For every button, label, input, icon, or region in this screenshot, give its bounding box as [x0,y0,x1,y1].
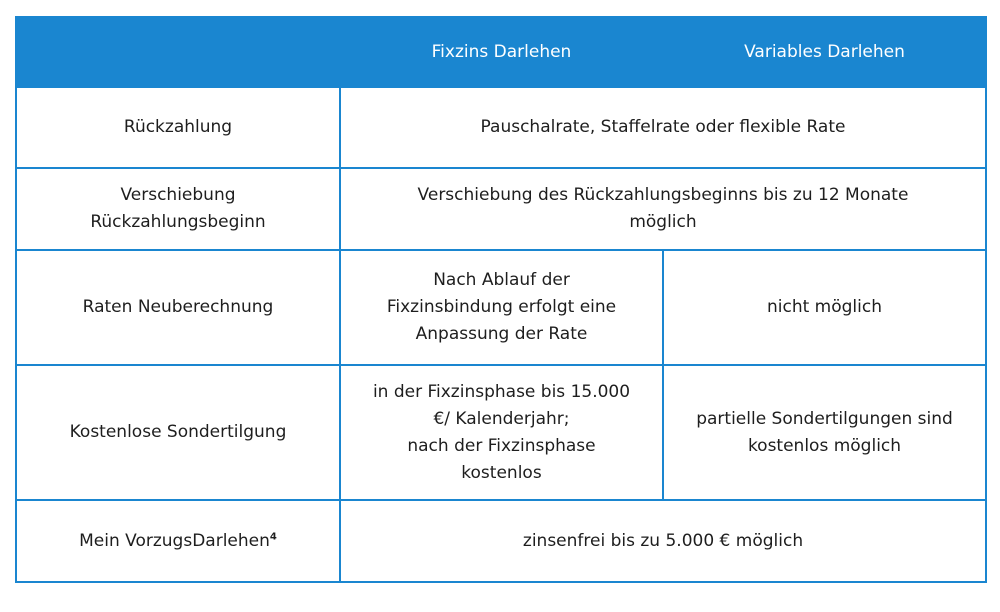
label-line: Rückzahlungsbeginn [90,212,266,232]
table-row [16,87,986,168]
table-row [16,250,986,365]
value-rueckzahlung: Pauschalrate, Staffelrate oder flexible Rate [340,87,986,168]
row-label-vorzugsdarlehen [16,500,340,582]
value-line: Nach Ablauf der [433,270,570,290]
header-fixzins-darlehen: Fixzins Darlehen [340,17,663,87]
row-label-rueckzahlung: Rückzahlung [16,87,340,168]
value-line: €/ Kalenderjahr; [433,408,570,429]
value-line: partielle Sondertilgungen sind [696,408,953,429]
footnote-marker: 4 [269,530,277,542]
comparison-table [15,16,987,583]
row-label-sondertilgung: Kostenlose Sondertilgung [16,365,340,500]
table-header [16,17,986,87]
value-line: Verschiebung des Rückzahlungsbeginns bis zu 12 Monate [417,185,909,205]
header-empty-cell [16,17,340,87]
value-raten-variabel: nicht möglich [663,250,986,365]
value-raten-fixzins [340,250,663,365]
row-label-verschiebung [16,168,340,250]
value-verschiebung [340,168,986,250]
label-text: Mein VorzugsDarlehen [79,530,270,551]
table-row [16,365,986,500]
value-line: möglich [629,212,697,232]
label-line: Verschiebung [120,185,236,205]
value-sondertilgung-fixzins [340,365,663,500]
value-vorzugsdarlehen: zinsenfrei bis zu 5.000 € möglich [340,500,986,582]
value-line: in der Fixzinsphase bis 15.000 [372,381,631,402]
value-line: Fixzinsbindung erfolgt eine [386,297,617,317]
table-row [16,500,986,582]
value-line: kostenlos möglich [747,435,902,456]
value-line: nach der Fixzinsphase [407,435,596,456]
value-line: Anpassung der Rate [415,324,588,344]
value-line: kostenlos [461,462,542,483]
value-sondertilgung-variabel [663,365,986,500]
table-row [16,168,986,250]
row-label-raten-neuberechnung: Raten Neuberechnung [16,250,340,365]
header-row [16,17,986,87]
header-variables-darlehen: Variables Darlehen [663,17,986,87]
